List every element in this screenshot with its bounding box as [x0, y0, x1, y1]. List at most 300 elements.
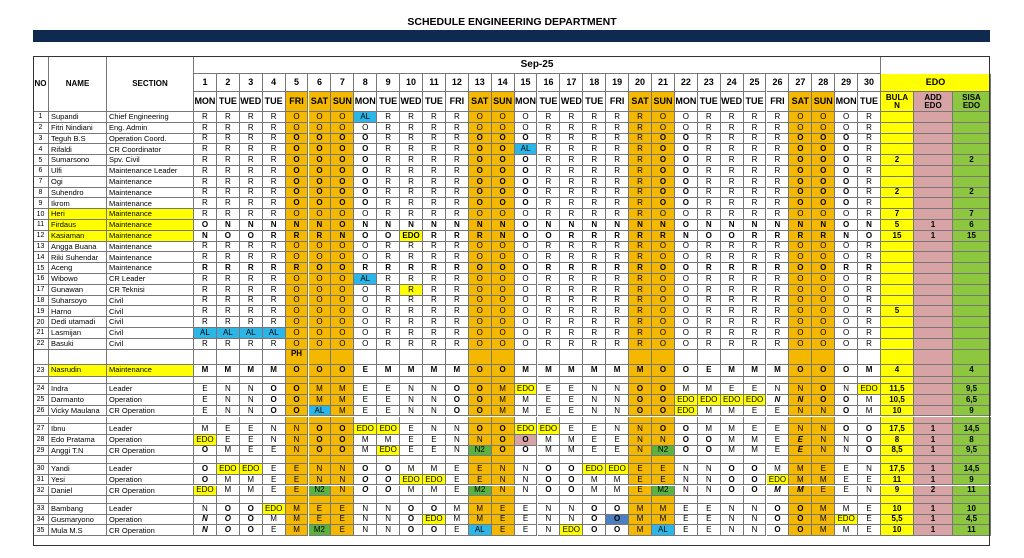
shift-cell: O [309, 188, 332, 199]
shift-cell: O [515, 209, 538, 220]
shift-cell: R [606, 242, 629, 253]
shift-cell: R [194, 252, 217, 263]
shift-cell: O [492, 188, 515, 199]
spacer-cell [858, 377, 881, 385]
shift-cell: E [331, 504, 354, 515]
shift-cell: M [721, 406, 744, 417]
shift-cell: R [377, 263, 400, 274]
shift-cell: R [400, 306, 423, 317]
spacer-cell [469, 350, 492, 365]
shift-cell: O [286, 242, 309, 253]
shift-cell: EDO [377, 446, 400, 457]
shift-cell: AL [354, 112, 377, 123]
shift-cell: R [583, 209, 606, 220]
shift-cell: O [858, 424, 881, 435]
row-no: 2 [33, 123, 49, 134]
shift-cell: R [767, 112, 790, 123]
shift-cell: O [286, 365, 309, 377]
shift-cell: R [606, 134, 629, 145]
shift-cell: O [698, 435, 721, 446]
shift-cell: O [675, 188, 698, 199]
spacer-cell [675, 417, 698, 425]
edo-sisa-value: 2 [953, 155, 991, 166]
shift-cell: R [263, 242, 286, 253]
spacer-cell [629, 377, 652, 385]
shift-cell: R [583, 328, 606, 339]
shift-cell: AL [469, 525, 492, 536]
spacer-cell [194, 417, 217, 425]
employee-section: CR Operation [107, 486, 194, 497]
shift-cell: R [606, 263, 629, 274]
shift-cell: M [606, 475, 629, 486]
shift-cell: M [721, 365, 744, 377]
shift-cell: N [675, 475, 698, 486]
shift-cell: M [286, 515, 309, 526]
shift-cell: O [492, 317, 515, 328]
edo-add-value [914, 188, 953, 199]
spacer-cell [953, 350, 991, 365]
shift-cell: N [423, 384, 446, 395]
spacer-cell [629, 496, 652, 504]
shift-cell: R [263, 274, 286, 285]
shift-cell: O [286, 123, 309, 134]
shift-cell: O [423, 504, 446, 515]
day-name: FRI [606, 92, 629, 112]
shift-cell: R [377, 166, 400, 177]
shift-cell: R [400, 242, 423, 253]
shift-cell: R [217, 242, 240, 253]
shift-cell: EDO [423, 475, 446, 486]
spacer-cell [33, 377, 49, 385]
shift-cell: R [263, 112, 286, 123]
shift-cell: E [331, 515, 354, 526]
shift-cell: R [812, 231, 835, 242]
shift-cell: E [583, 424, 606, 435]
row-no: 34 [33, 515, 49, 526]
spacer-cell [377, 417, 400, 425]
header-name: NAME [49, 56, 107, 112]
shift-cell: O [469, 424, 492, 435]
day-name: SAT [469, 92, 492, 112]
edo-sisa-value: 14,5 [953, 464, 991, 475]
shift-cell: N [767, 395, 790, 406]
shift-cell: AL [240, 328, 263, 339]
shift-cell: R [423, 296, 446, 307]
row-no: 11 [33, 220, 49, 231]
edo-bulan-value [881, 134, 914, 145]
shift-cell: O [812, 252, 835, 263]
day-name: WED [560, 92, 583, 112]
shift-cell: R [698, 242, 721, 253]
shift-cell: O [286, 384, 309, 395]
shift-cell: E [698, 504, 721, 515]
shift-cell: R [698, 339, 721, 350]
spacer-cell [560, 417, 583, 425]
shift-cell: R [240, 112, 263, 123]
shift-cell: R [400, 339, 423, 350]
shift-cell: O [835, 339, 858, 350]
shift-cell: M [331, 406, 354, 417]
shift-cell: E [194, 395, 217, 406]
spacer-cell [107, 417, 194, 425]
day-number: 27 [789, 74, 812, 92]
shift-cell: E [560, 406, 583, 417]
day-number: 10 [400, 74, 423, 92]
shift-cell: R [835, 263, 858, 274]
edo-bulan-value [881, 112, 914, 123]
shift-cell: N [744, 525, 767, 536]
spacer-cell [217, 456, 240, 464]
edo-bulan-value: 10 [881, 525, 914, 536]
edo-sisa-value: 4 [953, 365, 991, 377]
shift-cell: R [858, 144, 881, 155]
shift-cell: EDO [606, 464, 629, 475]
shift-cell: N [652, 220, 675, 231]
shift-cell: O [812, 123, 835, 134]
shift-cell: O [446, 395, 469, 406]
shift-cell: O [812, 384, 835, 395]
shift-cell: E [698, 515, 721, 526]
shift-cell: N [446, 220, 469, 231]
employee-section: Maintenance Leader [107, 166, 194, 177]
shift-cell: M [217, 475, 240, 486]
shift-cell: M [744, 435, 767, 446]
day-number: 17 [560, 74, 583, 92]
shift-cell: R [606, 123, 629, 134]
row-no: 21 [33, 328, 49, 339]
shift-cell: N [606, 384, 629, 395]
edo-sisa-value [953, 198, 991, 209]
shift-cell: O [789, 328, 812, 339]
day-number: 5 [286, 74, 309, 92]
edo-bulan-value: 5 [881, 306, 914, 317]
row-no: 26 [33, 406, 49, 417]
edo-add-value: 1 [914, 424, 953, 435]
row-no: 14 [33, 252, 49, 263]
shift-cell: R [423, 198, 446, 209]
shift-cell: O [240, 515, 263, 526]
edo-add-value [914, 263, 953, 274]
shift-cell: E [835, 475, 858, 486]
spacer-cell [789, 496, 812, 504]
shift-cell: O [835, 424, 858, 435]
shift-cell: E [560, 384, 583, 395]
spacer-cell [423, 377, 446, 385]
shift-cell: O [675, 220, 698, 231]
employee-name: Suhendro [49, 188, 107, 199]
shift-cell: O [492, 123, 515, 134]
shift-cell: O [286, 296, 309, 307]
shift-cell: N [217, 406, 240, 417]
edo-sisa-value: 14,5 [953, 424, 991, 435]
day-name: WED [400, 92, 423, 112]
shift-cell: R [698, 188, 721, 199]
day-name: MON [835, 92, 858, 112]
shift-cell: R [423, 263, 446, 274]
day-name: SAT [629, 92, 652, 112]
shift-cell: O [309, 112, 332, 123]
shift-cell: R [698, 252, 721, 263]
shift-cell: EDO [377, 424, 400, 435]
spacer-cell [914, 350, 953, 365]
shift-cell: O [812, 317, 835, 328]
shift-cell: O [469, 384, 492, 395]
shift-cell: N [698, 220, 721, 231]
shift-cell: N [263, 435, 286, 446]
shift-cell: O [309, 263, 332, 274]
edo-sisa-value: 9,5 [953, 446, 991, 457]
shift-cell: N [812, 446, 835, 457]
edo-sisa-value: 11 [953, 525, 991, 536]
shift-cell: R [629, 198, 652, 209]
shift-cell: R [538, 134, 561, 145]
shift-cell: R [400, 112, 423, 123]
shift-cell: R [606, 177, 629, 188]
spacer-cell [217, 417, 240, 425]
shift-cell: O [400, 515, 423, 526]
shift-cell: R [606, 296, 629, 307]
shift-cell: R [583, 285, 606, 296]
spacer-cell [194, 496, 217, 504]
shift-cell: E [286, 486, 309, 497]
shift-cell: O [835, 395, 858, 406]
spacer-cell [538, 456, 561, 464]
shift-cell: N [675, 231, 698, 242]
spacer-cell [698, 496, 721, 504]
shift-cell: R [767, 274, 790, 285]
edo-add-value: 1 [914, 220, 953, 231]
shift-cell: E [835, 486, 858, 497]
shift-cell: R [194, 274, 217, 285]
shift-cell: O [492, 134, 515, 145]
shift-cell: O [515, 317, 538, 328]
shift-cell: R [217, 123, 240, 134]
spacer-cell [858, 496, 881, 504]
shift-cell: R [858, 328, 881, 339]
shift-cell: R [721, 242, 744, 253]
shift-cell: O [652, 144, 675, 155]
shift-cell: E [675, 515, 698, 526]
shift-cell: O [309, 123, 332, 134]
shift-cell: R [263, 285, 286, 296]
shift-cell: N [515, 475, 538, 486]
row-no: 27 [33, 424, 49, 435]
edo-add-value [914, 123, 953, 134]
spacer-cell [354, 456, 377, 464]
shift-cell: R [698, 209, 721, 220]
shift-cell: O [812, 365, 835, 377]
shift-cell: N [286, 446, 309, 457]
shift-cell: R [194, 155, 217, 166]
shift-cell: R [583, 296, 606, 307]
shift-cell: E [629, 464, 652, 475]
shift-cell: N [309, 464, 332, 475]
shift-cell: E [583, 446, 606, 457]
shift-cell: R [309, 231, 332, 242]
shift-cell: O [675, 242, 698, 253]
spacer-cell [953, 377, 991, 385]
spacer-cell [49, 350, 107, 365]
shift-cell: N [309, 475, 332, 486]
day-name: TUE [217, 92, 240, 112]
shift-cell: O [675, 123, 698, 134]
shift-cell: O [652, 209, 675, 220]
shift-cell: O [560, 464, 583, 475]
shift-cell: O [583, 525, 606, 536]
edo-bulan-value [881, 198, 914, 209]
shift-cell: O [469, 263, 492, 274]
shift-cell: R [263, 306, 286, 317]
shift-cell: R [446, 317, 469, 328]
shift-cell: R [377, 134, 400, 145]
spacer-cell [721, 456, 744, 464]
shift-cell: R [194, 242, 217, 253]
shift-cell: R [629, 263, 652, 274]
spacer-cell [377, 350, 400, 365]
edo-sisa-value: 9,5 [953, 384, 991, 395]
spacer-cell [217, 377, 240, 385]
shift-cell: N [194, 231, 217, 242]
shift-cell: M [606, 486, 629, 497]
shift-cell: R [767, 123, 790, 134]
shift-cell: E [331, 525, 354, 536]
shift-cell: N [698, 486, 721, 497]
employee-section: Leader [107, 504, 194, 515]
shift-cell: O [309, 435, 332, 446]
shift-cell: E [446, 475, 469, 486]
shift-cell: O [309, 285, 332, 296]
shift-cell: N [583, 406, 606, 417]
shift-cell: R [583, 155, 606, 166]
shift-cell: R [583, 177, 606, 188]
employee-section: CR Coordinator [107, 144, 194, 155]
shift-cell: O [492, 166, 515, 177]
shift-cell: R [263, 231, 286, 242]
shift-cell: E [286, 464, 309, 475]
spacer-cell [721, 350, 744, 365]
shift-cell: R [194, 112, 217, 123]
day-name: TUE [377, 92, 400, 112]
shift-cell: R [538, 274, 561, 285]
edo-bulan-value: 5 [881, 220, 914, 231]
shift-cell: EDO [744, 395, 767, 406]
shift-cell: R [446, 306, 469, 317]
shift-cell: M [354, 446, 377, 457]
shift-cell: R [744, 285, 767, 296]
shift-cell: O [675, 155, 698, 166]
shift-cell: O [331, 166, 354, 177]
shift-cell: R [194, 285, 217, 296]
shift-cell: R [629, 155, 652, 166]
shift-cell: O [652, 123, 675, 134]
shift-cell: N [492, 220, 515, 231]
shift-cell: M [194, 365, 217, 377]
shift-cell: EDO [423, 515, 446, 526]
edo-sisa-value [953, 242, 991, 253]
shift-cell: N [194, 515, 217, 526]
shift-cell: O [492, 252, 515, 263]
spacer-cell [331, 496, 354, 504]
shift-cell: R [606, 306, 629, 317]
shift-cell: O [675, 317, 698, 328]
edo-sisa-value: 6 [953, 220, 991, 231]
shift-cell: E [400, 424, 423, 435]
spacer-cell [309, 350, 332, 365]
day-number: 3 [240, 74, 263, 92]
day-number: 21 [652, 74, 675, 92]
edo-add-value: 1 [914, 231, 953, 242]
employee-name: Indra [49, 384, 107, 395]
shift-cell: R [560, 155, 583, 166]
spacer-cell [492, 496, 515, 504]
spacer-cell [515, 496, 538, 504]
employee-section: Civil [107, 328, 194, 339]
shift-cell: R [606, 155, 629, 166]
day-name: TUE [858, 92, 881, 112]
shift-cell: O [835, 406, 858, 417]
edo-add-value: 1 [914, 446, 953, 457]
spacer-cell [583, 417, 606, 425]
day-name: FRI [286, 92, 309, 112]
employee-name: Lasmijan [49, 328, 107, 339]
spacer-cell [423, 496, 446, 504]
shift-cell: O [469, 395, 492, 406]
spacer-cell [515, 350, 538, 365]
shift-cell: R [240, 252, 263, 263]
day-name: SAT [789, 92, 812, 112]
edo-bulan-value [881, 339, 914, 350]
spacer-cell [423, 417, 446, 425]
row-no: 22 [33, 339, 49, 350]
shift-cell: O [469, 365, 492, 377]
shift-cell: R [721, 112, 744, 123]
shift-cell: R [217, 198, 240, 209]
shift-cell: O [744, 475, 767, 486]
employee-section: Civil [107, 339, 194, 350]
shift-cell: R [538, 112, 561, 123]
shift-cell: E [652, 475, 675, 486]
shift-cell: M [217, 365, 240, 377]
shift-cell: R [698, 296, 721, 307]
shift-cell: O [789, 134, 812, 145]
shift-cell: O [309, 339, 332, 350]
spacer-cell [652, 350, 675, 365]
shift-cell: O [652, 188, 675, 199]
shift-cell: O [675, 446, 698, 457]
shift-cell: EDO [194, 435, 217, 446]
spacer-cell [812, 377, 835, 385]
spacer-cell [354, 417, 377, 425]
employee-section: Leader [107, 464, 194, 475]
shift-cell: R [217, 317, 240, 328]
shift-cell: M [835, 525, 858, 536]
shift-cell: M [423, 464, 446, 475]
shift-cell: E [560, 424, 583, 435]
employee-name: Dedi utamadi [49, 317, 107, 328]
spacer-cell [469, 377, 492, 385]
spacer-cell [652, 496, 675, 504]
shift-cell: E [194, 406, 217, 417]
shift-cell: R [538, 339, 561, 350]
shift-cell: R [629, 317, 652, 328]
day-name: MON [515, 92, 538, 112]
day-number: 11 [423, 74, 446, 92]
shift-cell: R [560, 177, 583, 188]
shift-cell: O [469, 209, 492, 220]
employee-section: Maintenance [107, 177, 194, 188]
shift-cell: R [400, 274, 423, 285]
shift-cell: O [354, 317, 377, 328]
